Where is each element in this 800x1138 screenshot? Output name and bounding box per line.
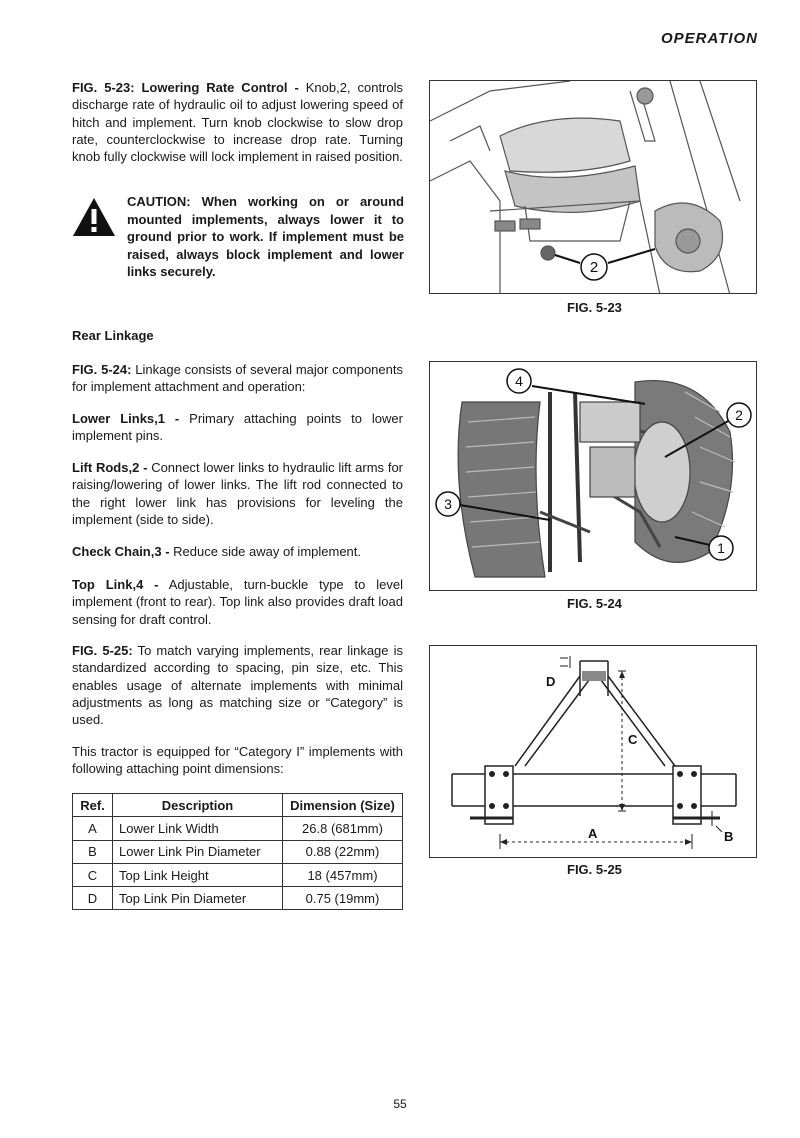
fig25-caption: FIG. 5-25 — [567, 862, 622, 877]
table-row — [73, 817, 403, 840]
lower-links-lead: Lower Links,1 - — [72, 411, 180, 426]
table-header-ref: Ref. — [73, 794, 113, 817]
table-row — [73, 840, 403, 863]
table-cell-ref: B — [73, 840, 113, 863]
dimension-table — [72, 793, 403, 910]
fig23-callout: 2 — [589, 259, 599, 276]
top-link-lead: Top Link,4 - — [72, 577, 159, 592]
top-link-paragraph — [72, 576, 403, 628]
table-cell-dimension: 26.8 (681mm) — [283, 817, 403, 840]
category-paragraph: This tractor is equipped for “Category I” implements with following attaching point dimensions: — [72, 744, 403, 777]
fig25-label-d: D — [546, 674, 556, 689]
hitch-dimension-diagram — [430, 646, 757, 858]
fig25-image — [429, 645, 757, 858]
caution-text: CAUTION: When working on or around mounted implements, always lower it to ground prior to work. If implement must be raised, always block implement and lower links securely. — [127, 194, 404, 279]
table-row — [73, 863, 403, 886]
table-header-description: Description — [113, 794, 283, 817]
rear-linkage-illustration — [430, 362, 757, 591]
warning-icon — [72, 197, 116, 237]
fig23-text: Knob,2, controls discharge rate of hydraulic oil to adjust lowering speed of hitch and implement. Turn knob clockwise to slow drop rate, counterclockwise to increase drop rate. Turning knob fully clockwise will lock implement in raised position. — [72, 80, 403, 165]
table-cell-dimension: 18 (457mm) — [283, 863, 403, 886]
rear-linkage-heading: Rear Linkage — [72, 328, 154, 343]
fig23-paragraph — [72, 79, 403, 165]
table-cell-description: Lower Link Width — [113, 817, 283, 840]
fig24-image — [429, 361, 757, 591]
table-cell-dimension: 0.88 (22mm) — [283, 840, 403, 863]
check-chain-lead: Check Chain,3 - — [72, 544, 170, 559]
lower-links-paragraph — [72, 410, 403, 445]
table-cell-dimension: 0.75 (19mm) — [283, 887, 403, 910]
check-chain-text: Reduce side away of implement. — [169, 544, 362, 559]
table-cell-description: Top Link Height — [113, 863, 283, 886]
table-row — [73, 887, 403, 910]
fig25-label-c: C — [628, 732, 638, 747]
fig24-lead: FIG. 5-24: — [72, 362, 132, 377]
fig24-caption: FIG. 5-24 — [567, 596, 622, 611]
lift-rods-text: Connect lower links to hydraulic lift arms for raising/lowering of lower links. The lift rod connected to the right lower link has provisions for leveling the implement (side to side). — [72, 460, 403, 527]
page-number: 55 — [393, 1097, 407, 1111]
fig24-paragraph — [72, 361, 403, 396]
lift-rods-lead: Lift Rods,2 - — [72, 460, 148, 475]
fig24-callout-4: 4 — [515, 373, 523, 389]
fig23-lead: FIG. 5-23: Lowering Rate Control - — [72, 80, 299, 95]
fig25-label-a: A — [588, 826, 598, 841]
fig24-callout-1: 1 — [717, 540, 725, 556]
fig24-callout-3: 3 — [444, 496, 452, 512]
top-link-text: Adjustable, turn-buckle type to level implement (front to rear). Top link also provides draft load sensing for draft control. — [72, 577, 404, 627]
fig23-caption: FIG. 5-23 — [567, 300, 622, 315]
fig25-lead: FIG. 5-25: — [72, 643, 133, 658]
lower-links-text: Primary attaching points to lower implement pins. — [72, 411, 403, 444]
table-cell-ref: A — [73, 817, 113, 840]
fig25-label-b: B — [724, 829, 734, 844]
fig25-paragraph — [72, 642, 403, 728]
table-cell-ref: D — [73, 887, 113, 910]
section-header: OPERATION — [660, 30, 758, 47]
table-header-row — [73, 794, 403, 817]
fig24-callout-2: 2 — [735, 407, 743, 423]
table-cell-description: Lower Link Pin Diameter — [113, 840, 283, 863]
fig25-text: To match varying implements, rear linkage is standardized according to spacing, pin size, etc. This enables usage of alternate implements with minimal adjustments as long as matching size or “Category” is used. — [72, 643, 403, 728]
check-chain-paragraph — [72, 543, 403, 560]
table-cell-ref: C — [73, 863, 113, 886]
table-header-dimension: Dimension (Size) — [283, 794, 403, 817]
table-cell-description: Top Link Pin Diameter — [113, 887, 283, 910]
tractor-seat-illustration — [430, 81, 757, 294]
lift-rods-paragraph — [72, 459, 403, 528]
fig23-image — [429, 80, 757, 294]
fig24-text: Linkage consists of several major components for implement attachment and operation: — [72, 362, 403, 395]
